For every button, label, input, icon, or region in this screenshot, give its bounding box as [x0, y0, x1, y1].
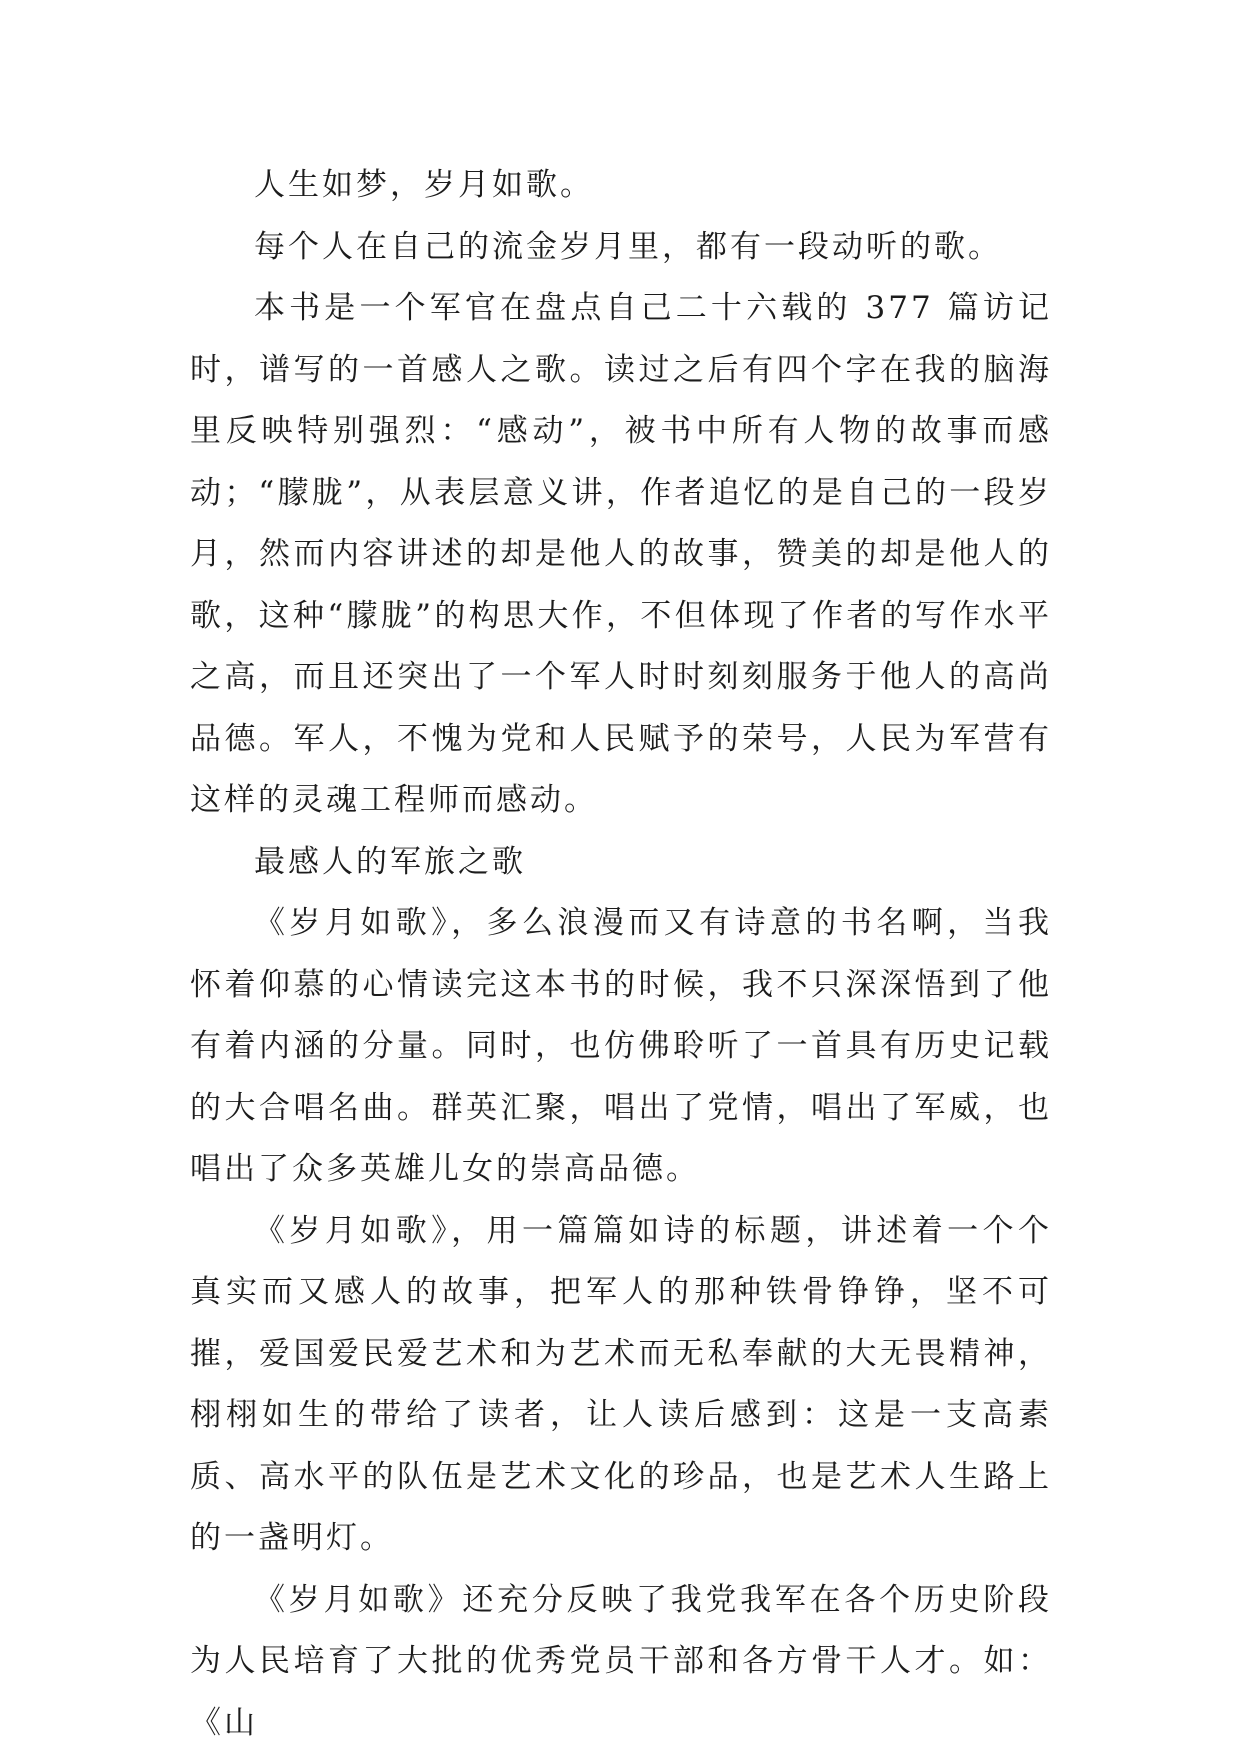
- paragraph-opening-line: 人生如梦，岁月如歌。: [254, 167, 594, 203]
- paragraph-book-intro: 本书是一个军官在盘点自己二十六载的 377 篇访记时，谱写的一首感人之歌。读过之后有四个字在我的脑海里反映特别强烈：“感动”，被书中所有人物的故事而感动；“朦胧”，从表层意义讲，作者追忆的是自己的一段岁月，然而内容讲述的却是他人的故事，赞美的却是他人的歌，这种“朦胧”的构思大作，不但体现了作者的写作水平之高，而且还突出了一个军人时时刻刻服务于他人的高尚品德。军人，不愧为党和人民赋予的荣号，人民为军营有这样的灵魂工程师而感动。: [190, 290, 1052, 818]
- section-heading: 最感人的军旅之歌: [254, 843, 526, 880]
- paragraph-historical-stages: 《岁月如歌》还充分反映了我党我军在各个历史阶段为人民培育了大批的优秀党员干部和各方骨干人才。如：《山: [190, 1581, 1052, 1741]
- paragraph-golden-years: 每个人在自己的流金岁月里，都有一段动听的歌。: [254, 228, 1002, 265]
- paragraph-book-title-reflection: 《岁月如歌》，多么浪漫而又有诗意的书名啊，当我怀着仰慕的心情读完这本书的时候，我不只深深悟到了他有着内涵的分量。同时，也仿佛聆听了一首具有历史记载的大合唱名曲。群英汇聚，唱出了党情，唱出了军威，也唱出了众多英雄儿女的崇高品德。: [190, 905, 1052, 1187]
- paragraph-poetic-titles: 《岁月如歌》，用一篇篇如诗的标题，讲述着一个个真实而又感人的故事，把军人的那种铁骨铮铮，坚不可摧，爱国爱民爱艺术和为艺术而无私奉献的大无畏精神，栩栩如生的带给了读者，让人读后感到：这是一支高素质、高水平的队伍是艺术文化的珍品，也是艺术人生路上的一盏明灯。: [190, 1212, 1052, 1556]
- body-text: [190, 155, 1052, 1754]
